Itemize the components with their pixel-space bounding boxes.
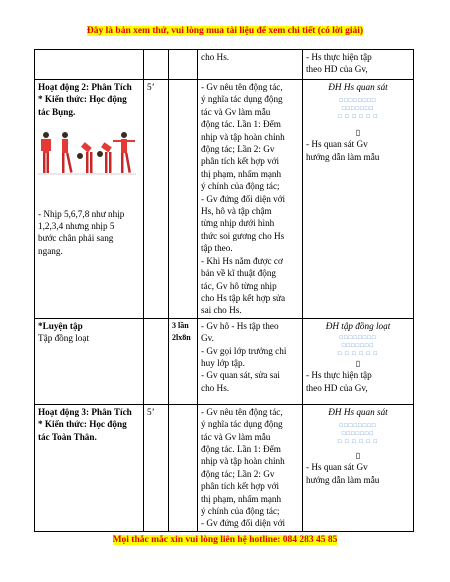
teacher-cell <box>198 50 303 80</box>
formation-row: □ □ □ □ □ □ <box>337 114 379 121</box>
teacher-line: tác và Gv làm mẫu <box>201 106 271 117</box>
teacher-line: ý nghĩa tác dụng động <box>201 94 283 105</box>
teacher-line: cho Hs. <box>201 52 230 62</box>
teacher-line: từng nhịp dưới hình <box>201 218 275 229</box>
teacher-line: phân tích kết hợp với <box>201 481 280 492</box>
teacher-line: - Gv hô - Hs tập theo <box>201 320 279 331</box>
teacher-line: - Gv nêu tên động tác, <box>201 82 283 92</box>
knowledge-line: * Kiến thức: Học động tác Bụng. <box>38 94 127 117</box>
teacher-cell <box>198 80 303 319</box>
time-value: 5’ <box>147 82 155 92</box>
teacher-line: thị phạm, nhấm mạnh <box>201 493 282 504</box>
table-row-activity-3 <box>35 404 414 531</box>
teacher-line: ý chính của động tác; <box>201 505 280 516</box>
teacher-line: cho Hs tập kết hợp sửa <box>201 292 286 303</box>
note-line: 1,2,3,4 nhưng nhịp 5 <box>38 221 115 232</box>
student-line: - Hs quan sát Gv <box>306 462 368 473</box>
student-cell <box>303 80 414 319</box>
teacher-line: động tác. Lần 1: Đếm <box>201 119 281 130</box>
time-cell <box>144 318 169 404</box>
formation-row: □ □ □ □ □ □ <box>337 351 379 358</box>
teacher-line: tác, Gv hô từng nhịp <box>201 280 277 291</box>
table-row-activity-2 <box>35 80 414 319</box>
practice-sub: Tập đồng loạt <box>38 333 90 344</box>
formation-row: □□□□□□□ <box>341 106 375 113</box>
teacher-line: huy lớp tập. <box>201 357 245 368</box>
teacher-position-icon: ▯ <box>355 359 361 369</box>
student-line: theo HD của Gv, <box>306 64 368 75</box>
teacher-position-icon: ▯ <box>355 451 361 461</box>
teacher-line: Hs, hô và tập chậm <box>201 206 272 217</box>
teacher-line: sai cho Hs. <box>201 305 242 316</box>
teacher-line: bản về kĩ thuật động <box>201 268 277 279</box>
activity-title: Hoạt động 3: Phân Tích <box>38 406 132 417</box>
teacher-line: phân tích kết hợp với <box>201 156 280 167</box>
teacher-cell <box>198 404 303 531</box>
knowledge-line: * Kiến thức: Học động tác Toàn Thân. <box>38 419 127 442</box>
practice-title: *Luyện tập <box>38 320 83 331</box>
formation-row: □□□□□□□□ <box>339 335 377 342</box>
note-line: ngang. <box>38 245 63 256</box>
formation-title: ĐH Hs quan sát <box>328 406 388 417</box>
student-cell <box>303 404 414 531</box>
teacher-line: - Gv đứng đối diện với <box>201 193 286 204</box>
teacher-line: thức soi gương cho Hs <box>201 230 285 241</box>
teacher-line: thị phạm, nhấm mạnh <box>201 168 282 179</box>
note-line: bước chân phải sang <box>38 233 114 244</box>
table-row-continuation <box>35 50 414 80</box>
top-banner <box>0 26 450 36</box>
time-cell <box>144 80 169 319</box>
content-cell <box>35 318 144 404</box>
teacher-line: - Gv đứng đối diện với <box>201 518 286 529</box>
teacher-line: - Gv nêu tên động tác, <box>201 406 283 417</box>
teacher-line: cho Hs. <box>201 382 230 393</box>
teacher-line: động tác; Lần 2: Gv <box>201 468 275 479</box>
table-row-practice <box>35 318 414 404</box>
teacher-cell <box>198 318 303 404</box>
amount-cell <box>169 50 198 80</box>
student-cell <box>303 50 414 80</box>
amount-cell <box>169 80 198 319</box>
formation-row: □□□□□□□ <box>341 343 375 350</box>
student-line: - Hs quan sát Gv <box>306 139 368 150</box>
student-line: theo HD của Gv, <box>306 382 368 393</box>
student-cell <box>303 318 414 404</box>
amount-cell <box>169 404 198 531</box>
lesson-plan-table <box>34 49 414 532</box>
teacher-line: - Khi Hs nắm được cơ <box>201 255 283 266</box>
student-line: hướng dẫn làm mẫu <box>306 151 380 162</box>
exercise-illustration <box>38 126 140 189</box>
student-line: - Hs thực hiện tập <box>306 370 372 381</box>
content-cell <box>35 80 144 319</box>
teacher-line: nhịp và tập hoàn chỉnh <box>201 131 285 142</box>
amount-line: 3 lần <box>172 320 189 330</box>
bottom-banner <box>0 535 450 545</box>
teacher-line: động tác. Lần 1: Đếm <box>201 443 281 454</box>
teacher-line: động tác; Lần 2: Gv <box>201 144 275 155</box>
formation-title: ĐH tập đồng loạt <box>325 320 391 331</box>
teacher-line: - Gv quan sát, sửa sai <box>201 370 280 381</box>
formation-row: □□□□□□□ <box>341 431 375 438</box>
formation-row: □□□□□□□□ <box>339 423 377 430</box>
student-line: - Hs thực hiện tập <box>306 52 372 62</box>
teacher-line: tác và Gv làm mẫu <box>201 431 271 442</box>
note-line: - Nhịp 5,6,7,8 như nhịp <box>38 208 125 219</box>
content-cell <box>35 50 144 80</box>
content-cell <box>35 404 144 531</box>
top-banner-text: Đây là bản xem thử, vui lòng mua tài liệu để xem chi tiết (có lời giải) <box>86 26 364 36</box>
time-cell <box>144 50 169 80</box>
teacher-line: ý nghĩa tác dụng động <box>201 419 283 430</box>
student-line: hướng dẫn làm mẫu <box>306 474 380 485</box>
teacher-line: ý chính của động tác; <box>201 181 280 192</box>
formation-row: □□□□□□□□ <box>339 98 377 105</box>
exercise-figures-image <box>38 126 136 186</box>
teacher-line: Gv. <box>201 333 214 344</box>
hotline-text: Mọi thắc mắc xin vui lòng liên hệ hotline: 084 283 45 85 <box>112 535 338 545</box>
amount-line: 2lx8n <box>172 333 191 343</box>
amount-cell <box>169 318 198 404</box>
formation-row: □ □ □ □ □ □ <box>337 439 379 446</box>
time-cell <box>144 404 169 531</box>
activity-title: Hoạt động 2: Phân Tích <box>38 82 132 92</box>
time-value: 5’ <box>147 406 155 417</box>
teacher-position-icon: ▯ <box>355 128 361 138</box>
teacher-line: tập theo. <box>201 243 233 254</box>
teacher-line: nhịp và tập hoàn chỉnh <box>201 456 285 467</box>
formation-title: ĐH Hs quan sát <box>328 82 388 92</box>
teacher-line: - Gv gọi lớp trưởng chỉ <box>201 345 287 356</box>
